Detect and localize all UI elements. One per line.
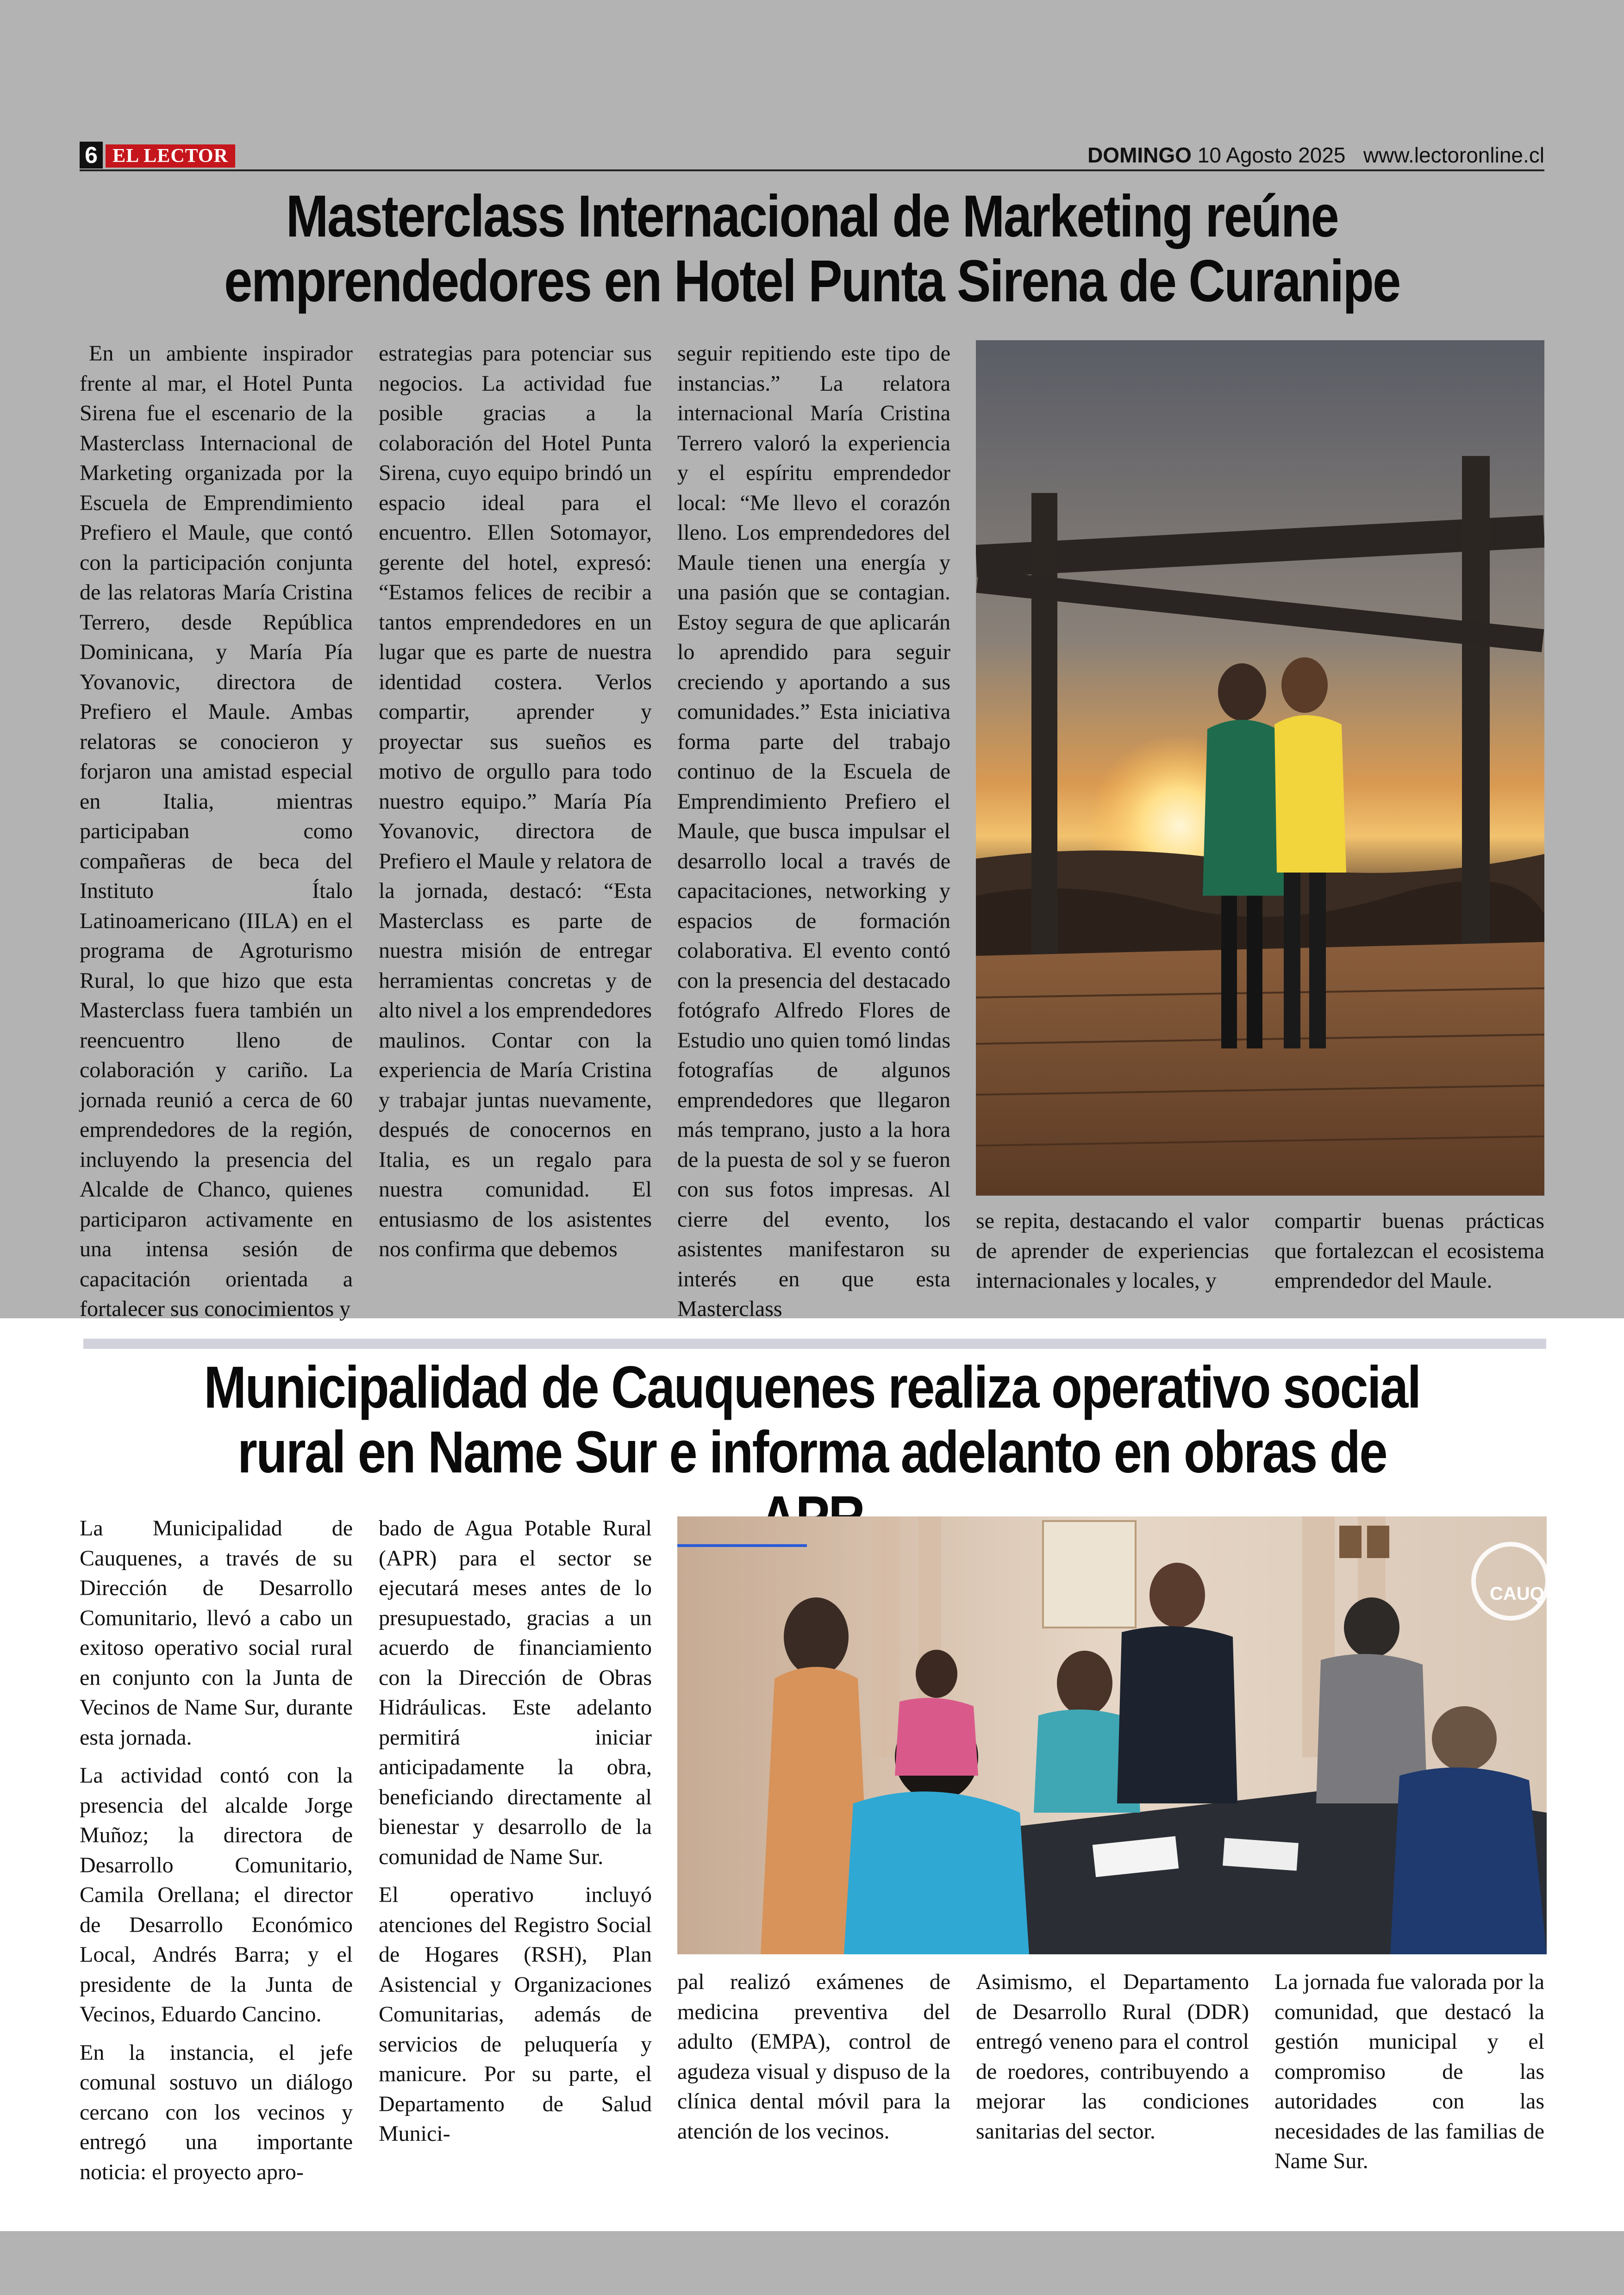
issue-day: DOMINGO	[1087, 143, 1192, 167]
newspaper-logo: EL LECTOR	[106, 144, 235, 168]
article2-col2-paragraph-1: bado de Agua Potable Rural (APR) para el sector se ejecutará meses antes de lo presupuestado, gracias a un acuerdo de financiamiento con la Dirección de Obras Hidráulicas. Este adelanto permitirá iniciar anticipadamente la obra, beneficiando directamente al bienestar y desarrollo de la comunidad de Name Sur.	[379, 1516, 652, 1869]
article2-column-5	[1274, 1967, 1544, 2189]
article1-column-1	[80, 339, 353, 1321]
article-divider	[83, 1339, 1546, 1349]
article1-column-3	[677, 339, 950, 1321]
article1-col1-text: En un ambiente inspirador frente al mar, el Hotel Punta Sirena fue el escenario de la Masterclass Internacional de Marketing organizada por la Escuela de Emprendimiento Prefiero el Maule, que contó con la participación conjunta de las relatoras María Cristina Terrero, desde República Dominicana, y María Pía Yovanovic, directora de Prefiero el Maule. Ambas relatoras se conocieron y forjaron una amistad especial en Italia, mientras participaban como compañeras de beca del Instituto Ítalo Latinoamericano (IILA) en el programa de Agroturismo Rural, lo que hizo que esta Masterclass fuera también un reencuentro lleno de colaboración y cariño. La jornada reunió a cerca de 60 emprendedores de la región, incluyendo la presencia del Alcalde de Chanco, quienes participaron activamente en una intensa sesión de capacitación orientada a fortalecer sus conocimientos y	[80, 341, 353, 1321]
article2-photo	[677, 1516, 1547, 1954]
article1-col2-text: estrategias para potenciar sus negocios. La actividad fue posible gracias a la colaboración del Hotel Punta Sirena, cuyo equipo brindó un espacio ideal para el encuentro. Ellen Sotomayor, gerente del hotel, expresó: “Estamos felices de recibir a tantos emprendedores en un lugar que es parte de nuestra identidad costera. Verlos compartir, aprender y proyectar sus sueños es motivo de orgullo para todo nuestro equipo.” María Pía Yovanovic, directora de Prefiero el Maule y relatora de la jornada, destacó: “Esta Masterclass es parte de nuestra misión de entregar herramientas concretas y de alto nivel a los emprendedores maulinos. Contar con la experiencia de María Cristina y trabajar juntas nuevamente, después de conocernos en Italia, es un regalo para nuestra comunidad. El entusiasmo de los asistentes nos confirma que debemos	[379, 341, 652, 1261]
article1-headline	[182, 184, 1442, 314]
page-number: 6	[80, 142, 103, 168]
article2-headline-line2: rural en Name Sur e informa adelanto en obras de	[237, 1419, 1387, 1485]
article1-column-2	[379, 339, 652, 1302]
article2-column-3	[677, 1967, 950, 2189]
article1-headline-line2: emprendedores en Hotel Punta Sirena de Curanipe	[224, 248, 1400, 314]
article1-column-4	[976, 1206, 1249, 1303]
article1-col3-text: seguir repitiendo este tipo de instancias.” La relatora internacional María Cristina Terrero valoró la experiencia y el espíritu emprendedor local: “Me llevo el corazón lleno. Los emprendedores del Maule tienen una energía y una pasión que se contagian. Estoy segura de que aplicarán lo aprendido para seguir creciendo y aportando a sus comunidades.” Esta iniciativa forma parte del trabajo continuo de la Escuela de Emprendimiento Prefiero el Maule, que busca impulsar el desarrollo local a través de capacitaciones, networking y espacios de formación colaborativa. El evento contó con la presencia del destacado fotógrafo Alfredo Flores de Estudio uno quien tomó lindas fotografías de algunos emprendedores que llegaron más temprano, justo a la hora de la puesta de sol y se fueron con sus fotos impresas. Al cierre del evento, los asistentes manifestaron su interés en que esta Masterclass	[677, 341, 950, 1321]
website-link[interactable]: www.lectoronline.cl	[1363, 143, 1544, 167]
article1-photo	[976, 340, 1544, 1196]
article2-column-2	[379, 1514, 652, 2189]
article2-col5-text: La jornada fue valorada por la comunidad, que destacó la gestión municipal y el compromiso de las autoridades con las necesidades de las familias de Name Sur.	[1274, 1970, 1544, 2173]
header-rule	[80, 169, 1544, 171]
article1-column-5	[1274, 1206, 1544, 1303]
article2-column-4	[976, 1967, 1249, 2189]
article2-col3-text: pal realizó exámenes de medicina preventiva del adulto (EMPA), control de agudeza visual y dispuso de la clínica dental móvil para la atención de los vecinos.	[677, 1970, 950, 2144]
article2-col4-text: Asimismo, el Departamento de Desarrollo Rural (DDR) entregó veneno para el control de roedores, contribuyendo a mejorar las condiciones sanitarias del sector.	[976, 1970, 1249, 2144]
article1-headline-line1: Masterclass Internacional de Marketing reúne	[286, 183, 1338, 249]
article2-col1-paragraph-2: La actividad contó con la presencia del alcalde Jorge Muñoz; la directora de Desarrollo Comunitario, Camila Orellana; el director de Desarrollo Económico Local, Andrés Barra; y el presidente de la Junta de Vecinos, Eduardo Cancino.	[80, 1763, 353, 2027]
issue-info	[1087, 142, 1544, 168]
article2-column-1	[80, 1514, 353, 2189]
article1-col4-text: se repita, destacando el valor de aprender de experiencias internacionales y locales, y	[976, 1209, 1249, 1293]
issue-date: 10 Agosto 2025	[1191, 143, 1346, 167]
article1-col5-text: compartir buenas prácticas que fortalezcan el ecosistema emprendedor del Maule.	[1274, 1209, 1544, 1293]
article2-col1-paragraph-1: La Municipalidad de Cauquenes, a través de su Dirección de Desarrollo Comunitario, llevó a cabo un exitoso operativo social rural en conjunto con la Junta de Vecinos de Name Sur, durante esta jornada.	[80, 1516, 353, 1750]
bottom-band	[0, 2231, 1624, 2295]
article2-col1-paragraph-3: En la instancia, el jefe comunal sostuvo un diálogo cercano con los vecinos y entregó una importante noticia: el proyecto apro-	[80, 2040, 353, 2184]
photo-watermark: CAUQ	[1490, 1584, 1544, 1604]
article2-headline-line1: Municipalidad de Cauquenes realiza operativo social	[204, 1354, 1420, 1421]
article2-col2-paragraph-2: El operativo incluyó atenciones del Registro Social de Hogares (RSH), Plan Asistencial y Organizaciones Comunitarias, además de servicios de peluquería y manicure. Por su parte, el Departamento de Salud Munici-	[379, 1883, 652, 2146]
